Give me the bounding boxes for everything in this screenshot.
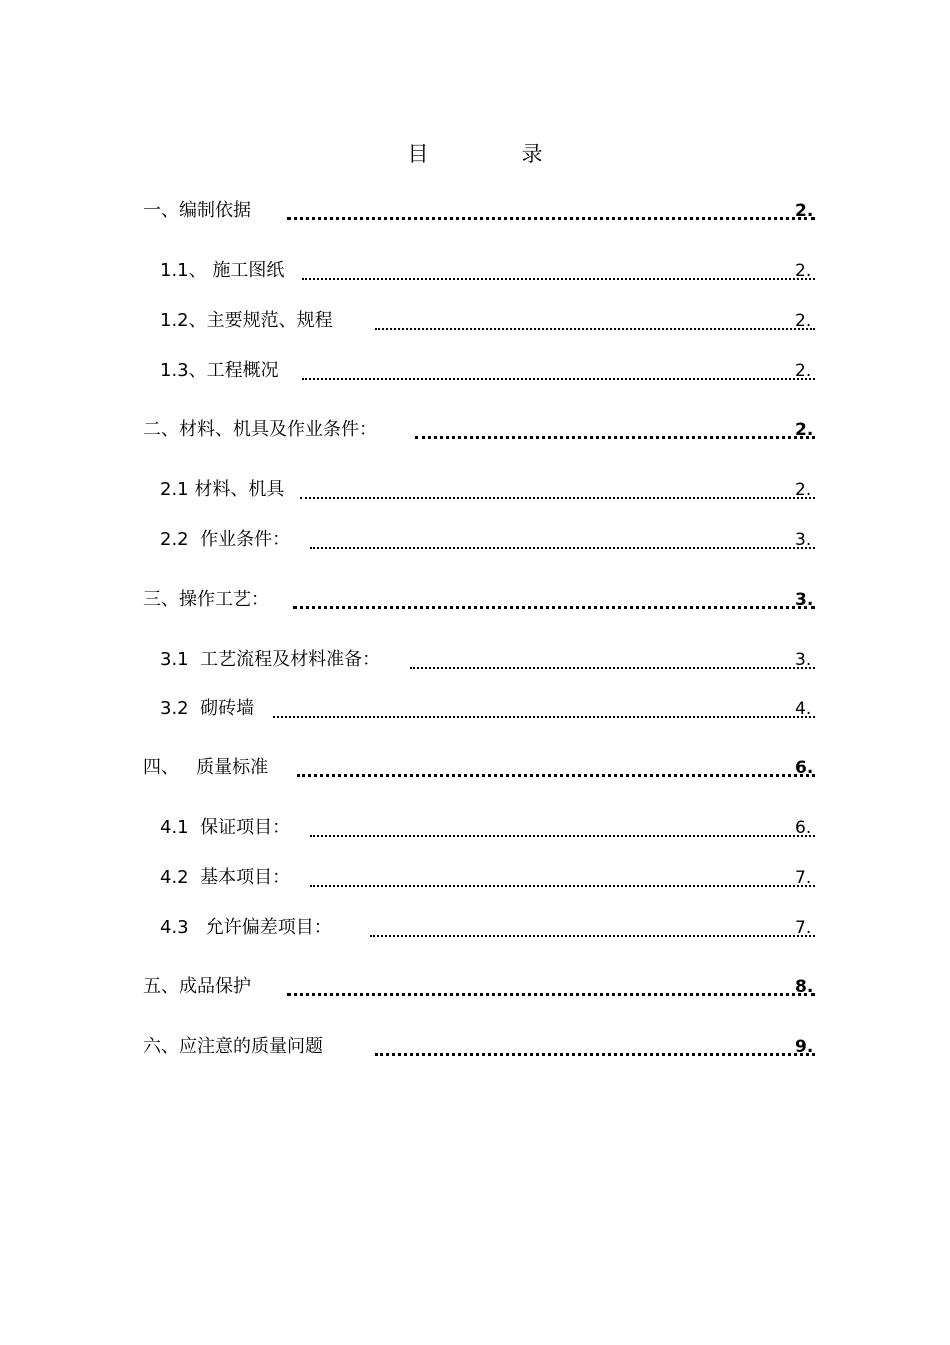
toc-entry[interactable]	[0, 972, 950, 1002]
toc-entry-label: 4.2 基本项目：	[160, 867, 291, 888]
toc-entry[interactable]	[0, 913, 950, 943]
toc-entry[interactable]	[0, 585, 950, 615]
toc-entry-label: 六、应注意的质量问题	[143, 1036, 323, 1057]
toc-entry-label: 1.1、 施工图纸	[160, 260, 285, 281]
toc-entry-label: 4.1 保证项目：	[160, 817, 291, 838]
toc-leader-dots	[310, 863, 815, 893]
toc-leader-dots	[310, 525, 815, 555]
toc-entry-label: 3.1 工艺流程及材料准备：	[160, 649, 381, 670]
toc-entry-label: 2.1 材料、机具	[160, 479, 285, 500]
toc-entry-page: 7.	[795, 868, 812, 888]
toc-entry[interactable]	[0, 415, 950, 445]
toc-leader-dots	[375, 1032, 815, 1062]
toc-leader-dots	[375, 306, 815, 336]
toc-entry-page: 6.	[795, 758, 814, 778]
toc-entry-page: 2.	[795, 261, 812, 281]
toc-leader-dots	[273, 694, 815, 724]
toc-leader-dots	[297, 753, 815, 783]
toc-entry-page: 2.	[795, 420, 814, 440]
toc-leader-dots	[415, 415, 815, 445]
page-title: 目 录	[407, 142, 579, 166]
toc-leader-dots	[287, 196, 815, 226]
toc-entry-page: 2.	[795, 201, 814, 221]
toc-entry-label: 二、材料、机具及作业条件：	[143, 419, 377, 440]
toc-leader-dots	[302, 356, 815, 386]
toc-entry-page: 3.	[795, 530, 812, 550]
toc-entry[interactable]	[0, 525, 950, 555]
toc-entry-label: 1.2、主要规范、规程	[160, 310, 333, 331]
toc-entry[interactable]	[0, 306, 950, 336]
toc-entry-label: 一、编制依据	[143, 200, 251, 221]
toc-entry[interactable]	[0, 753, 950, 783]
toc-entry[interactable]	[0, 256, 950, 286]
toc-leader-dots	[310, 813, 815, 843]
toc-entry-page: 2.	[795, 480, 812, 500]
toc-entry[interactable]	[0, 196, 950, 226]
toc-entry-label: 五、成品保护	[143, 976, 251, 997]
toc-entry[interactable]	[0, 475, 950, 505]
toc-leader-dots	[302, 256, 815, 286]
toc-leader-dots	[293, 585, 815, 615]
toc-entry[interactable]	[0, 1032, 950, 1062]
toc-entry-page: 6.	[795, 818, 812, 838]
toc-entry-page: 3.	[795, 650, 812, 670]
toc-entry-page: 7.	[795, 918, 812, 938]
toc-entry-label: 2.2 作业条件：	[160, 529, 291, 550]
toc-entry[interactable]	[0, 813, 950, 843]
toc-entry[interactable]	[0, 356, 950, 386]
toc-entry-label: 4.3 允许偏差项目：	[160, 917, 332, 938]
toc-entry-page: 3.	[795, 590, 814, 610]
toc-entry-page: 8.	[795, 977, 814, 997]
toc-entry[interactable]	[0, 645, 950, 675]
toc-entry-label: 四、 质量标准	[143, 757, 269, 778]
toc-leader-dots	[370, 913, 815, 943]
toc-leader-dots	[410, 645, 815, 675]
toc-leader-dots	[287, 972, 815, 1002]
toc-entry[interactable]	[0, 863, 950, 893]
toc-entry-label: 三、操作工艺：	[143, 589, 269, 610]
toc-entry-page: 2.	[795, 361, 812, 381]
toc-entry[interactable]	[0, 694, 950, 724]
toc-entry-page: 2.	[795, 311, 812, 331]
toc-leader-dots	[300, 475, 815, 505]
toc-entry-page: 9.	[795, 1037, 814, 1057]
toc-entry-page: 4.	[795, 699, 812, 719]
toc-entry-label: 3.2 砌砖墙	[160, 698, 255, 719]
toc-entry-label: 1.3、工程概况	[160, 360, 279, 381]
